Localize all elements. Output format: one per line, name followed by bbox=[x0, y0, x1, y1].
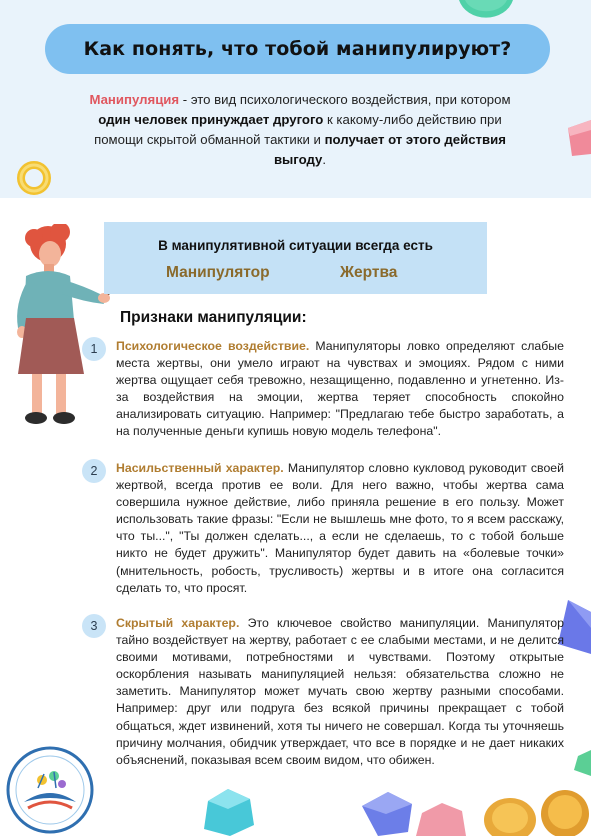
intro-bold-1: один человек принуждает другого bbox=[98, 112, 324, 127]
situation-title: В манипулятивной ситуации всегда есть bbox=[158, 238, 433, 253]
sign-text: Это ключевое свойство манипуляции. Манипулятор тайно воздействует на жертву, работает с ее слабыми местами, и не делится своими мотивами, потребностями и чувствами. Поэтому открытые оскорбления называть манипуляцией нельзя: обязательства сложно не заметить. Манипулятор может мучать свою жертву разными способами. Например: друг или подруга без всякой причины прекращает с тобой общаться, ждет извинений, хотя ты ничего не совершал. Когда ты уточняешь причину молчания, обидчик утверждает, что все в порядке и не дает никаких объяснений, показывая всем своим видом, что обижен. bbox=[116, 616, 564, 767]
intro-term: Манипуляция bbox=[89, 92, 180, 107]
green-shape-icon bbox=[574, 750, 591, 776]
organization-logo bbox=[4, 744, 96, 836]
intro-text-2: к какому-либо действию при помощи скрытой обманной тактики и bbox=[94, 112, 502, 147]
item-number-badge: 3 bbox=[82, 614, 106, 638]
yellow-torus-icon bbox=[16, 160, 52, 196]
intro-bold-2: получает от этого действия выгоду bbox=[273, 132, 506, 167]
role-victim: Жертва bbox=[340, 264, 398, 281]
pink-gem-icon bbox=[416, 803, 466, 836]
page-title: Как понять, что тобой манипулируют? bbox=[83, 38, 512, 60]
gem-icon bbox=[358, 788, 414, 836]
coin-icon bbox=[470, 780, 591, 836]
hemisphere-icon bbox=[455, 0, 517, 26]
gem-icon bbox=[200, 785, 256, 836]
item-number-badge: 1 bbox=[82, 337, 106, 361]
sign-item bbox=[116, 460, 564, 597]
sign-item bbox=[116, 615, 564, 769]
sign-term: Скрытый характер. bbox=[116, 616, 240, 630]
item-number-badge: 2 bbox=[82, 459, 106, 483]
situation-box bbox=[104, 222, 487, 294]
intro-paragraph bbox=[80, 90, 520, 170]
sign-term: Насильственный характер. bbox=[116, 461, 284, 475]
sign-item bbox=[116, 338, 564, 441]
sign-text: Манипулятор словно кукловод руководит своей жертвой, всегда против ее воли. Для него важно, чтобы жертва сама совершила нужное действие, либо приняла решение в его пользу. Может использовать такие фразы: "Если не вышлешь мне фото, то я всем расскажу, что ты...", "Ты должен сделать..., а если не сделаешь, то с тобой больше никто не будет дружить". Манипулятор будет давить на «болевые точки» (мнительность, робость, трусливость) жертвы и в итоге она согласится сделать то, что просят. bbox=[116, 461, 564, 595]
pink-cube-icon bbox=[568, 120, 591, 156]
sign-text: Манипуляторы ловко определяют слабые места жертвы, они умело играют на чувствах и эмоциях. Рядом с ними жертва ощущает себя тревожно, незащищенно, подавленно и угнетенно. Из-за воздействия на эмоции, жертва теряет способность спокойно анализировать ситуацию. Например: "Предлагаю тебе быстро заработать, а на полученные деньги купишь новую модель телефона". bbox=[116, 339, 564, 439]
intro-text-1: - это вид психологического воздействия, при котором bbox=[179, 92, 511, 107]
role-manipulator: Манипулятор bbox=[166, 264, 270, 281]
title-banner bbox=[45, 24, 550, 74]
sign-term: Психологическое воздействие. bbox=[116, 339, 310, 353]
signs-heading: Признаки манипуляции: bbox=[120, 309, 307, 326]
intro-text-3: . bbox=[322, 152, 327, 167]
